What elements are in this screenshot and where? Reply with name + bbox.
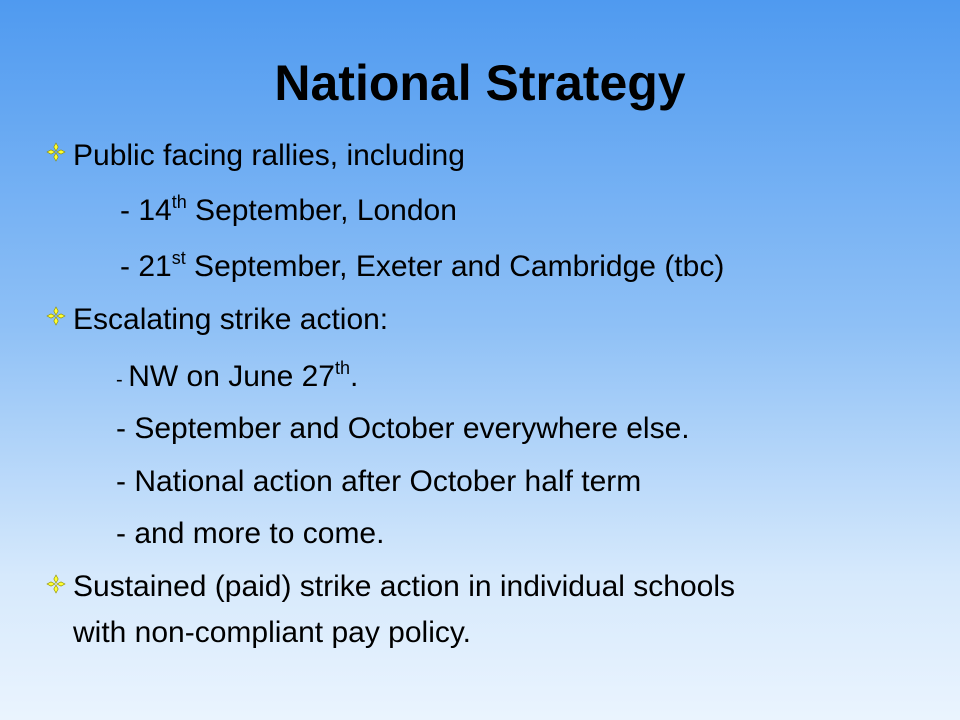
sub-item-nw-dash: - <box>116 369 129 391</box>
bullet-diamond-icon <box>46 306 66 326</box>
sub-item-nw-end: . <box>350 360 359 393</box>
sub-item-more-to-come: - and more to come. <box>116 517 385 550</box>
sub-item-september-october: - September and October everywhere else. <box>116 412 690 445</box>
bullet-item-sustained-line2: with non-compliant pay policy. <box>73 616 471 649</box>
sub-item-london-sup: th <box>171 192 187 212</box>
sub-item-exeter-prefix: - 21 <box>120 250 172 283</box>
sub-item-exeter <box>120 248 725 283</box>
bullet-item-sustained-line1: Sustained (paid) strike action in individual schools <box>73 570 736 603</box>
sub-item-london-suffix: September, London <box>186 194 457 227</box>
sub-item-national-action: - National action after October half term <box>116 465 642 498</box>
sub-item-nw-text: NW on June 27 <box>128 360 335 393</box>
bullet-item-escalating: Escalating strike action: <box>73 303 389 336</box>
bullet-diamond-icon <box>46 574 66 594</box>
sub-item-nw-sup: th <box>335 358 351 378</box>
sub-item-london-prefix: - 14 <box>120 194 172 227</box>
sub-item-exeter-sup: st <box>171 248 186 268</box>
slide-title: National Strategy <box>274 55 686 111</box>
sub-item-london <box>120 192 457 227</box>
bullet-item-rallies: Public facing rallies, including <box>73 139 465 172</box>
bullet-diamond-icon <box>46 142 66 162</box>
sub-item-nw <box>116 358 359 393</box>
sub-item-exeter-suffix: September, Exeter and Cambridge (tbc) <box>185 250 725 283</box>
